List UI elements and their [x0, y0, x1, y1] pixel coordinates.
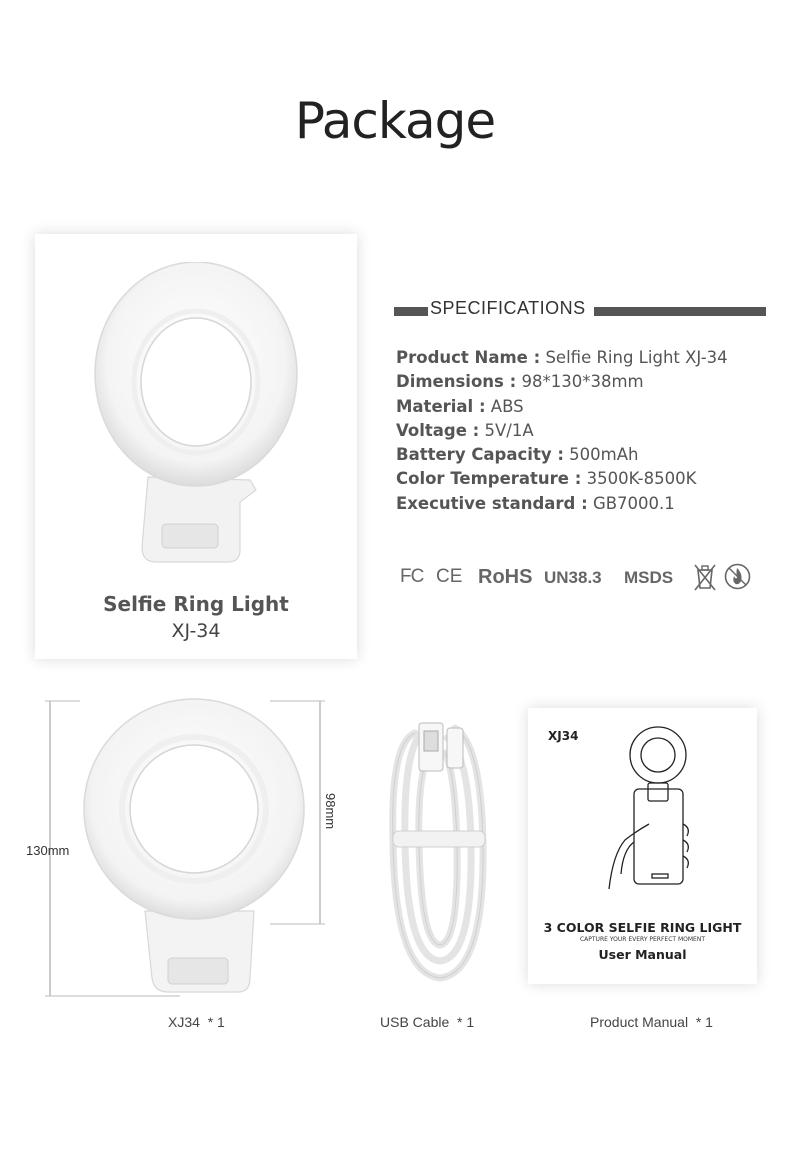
manual-subtitle: CAPTURE YOUR EVERY PERFECT MOMENT	[579, 936, 705, 943]
manual-model: XJ34	[548, 729, 579, 743]
flame-safety-icon	[724, 563, 751, 590]
fcc-logo: FC	[400, 566, 424, 587]
manual-label: User Manual	[598, 947, 687, 962]
spec-product-name	[396, 346, 776, 370]
ce-logo: CE	[436, 566, 463, 587]
spec-dimensions	[396, 370, 776, 394]
spec-voltage	[396, 419, 776, 443]
product-name: Selfie Ring Light	[103, 592, 289, 616]
header-bar-left	[394, 307, 428, 316]
product-model: XJ-34	[171, 620, 221, 642]
item-name: XJ34	[168, 1014, 200, 1030]
spec-color-temperature	[396, 467, 776, 491]
spec-value: ABS	[485, 396, 524, 416]
item-name: USB Cable	[380, 1014, 450, 1030]
msds-logo: MSDS	[624, 568, 674, 587]
spec-label: Color Temperature :	[396, 469, 582, 489]
item-qty: * 1	[695, 1014, 713, 1030]
package-item-usb-cable	[380, 1014, 474, 1030]
spec-value: GB7000.1	[587, 493, 675, 513]
ring-light-image	[90, 262, 310, 572]
spec-label: Executive standard :	[396, 493, 588, 513]
specifications-title: SPECIFICATIONS	[430, 298, 586, 318]
manual-illustration	[595, 724, 705, 894]
item-name: Product Manual	[590, 1014, 689, 1030]
spec-value: 5V/1A	[479, 420, 534, 440]
package-item-manual	[590, 1014, 713, 1030]
manual-title: 3 COLOR SELFIE RING LIGHT	[543, 920, 742, 935]
un38-logo: UN38.3	[544, 568, 602, 587]
spec-value: 3500K-8500K	[581, 469, 697, 489]
spec-executive-standard	[396, 492, 776, 516]
spec-value: 500mAh	[563, 445, 639, 465]
package-item-ring-light	[168, 1014, 225, 1030]
spec-value: Selfie Ring Light XJ-34	[540, 348, 728, 367]
usb-cable-image	[385, 703, 495, 988]
spec-label: Material :	[396, 396, 486, 416]
spec-battery	[396, 443, 776, 467]
height-dimension-label: 130mm	[26, 843, 70, 858]
weee-bin-icon	[693, 562, 717, 592]
spec-label: Voltage :	[396, 420, 480, 440]
spec-value: 98*130*38mm	[516, 372, 644, 392]
page-title: Package	[294, 92, 496, 150]
item-qty: * 1	[457, 1014, 475, 1030]
spec-label: Battery Capacity :	[396, 445, 564, 465]
item-qty: * 1	[207, 1014, 225, 1030]
ring-light-dimension-drawing	[40, 696, 330, 1001]
width-dimension-label: 98mm	[323, 793, 338, 830]
spec-material	[396, 395, 776, 419]
certification-logos	[400, 560, 780, 594]
spec-label: Dimensions :	[396, 372, 517, 392]
header-bar-right	[594, 307, 766, 316]
rohs-logo: RoHS	[478, 566, 533, 588]
specifications-list	[396, 346, 776, 516]
spec-label: Product Name :	[396, 348, 541, 367]
specifications-header	[394, 298, 766, 322]
